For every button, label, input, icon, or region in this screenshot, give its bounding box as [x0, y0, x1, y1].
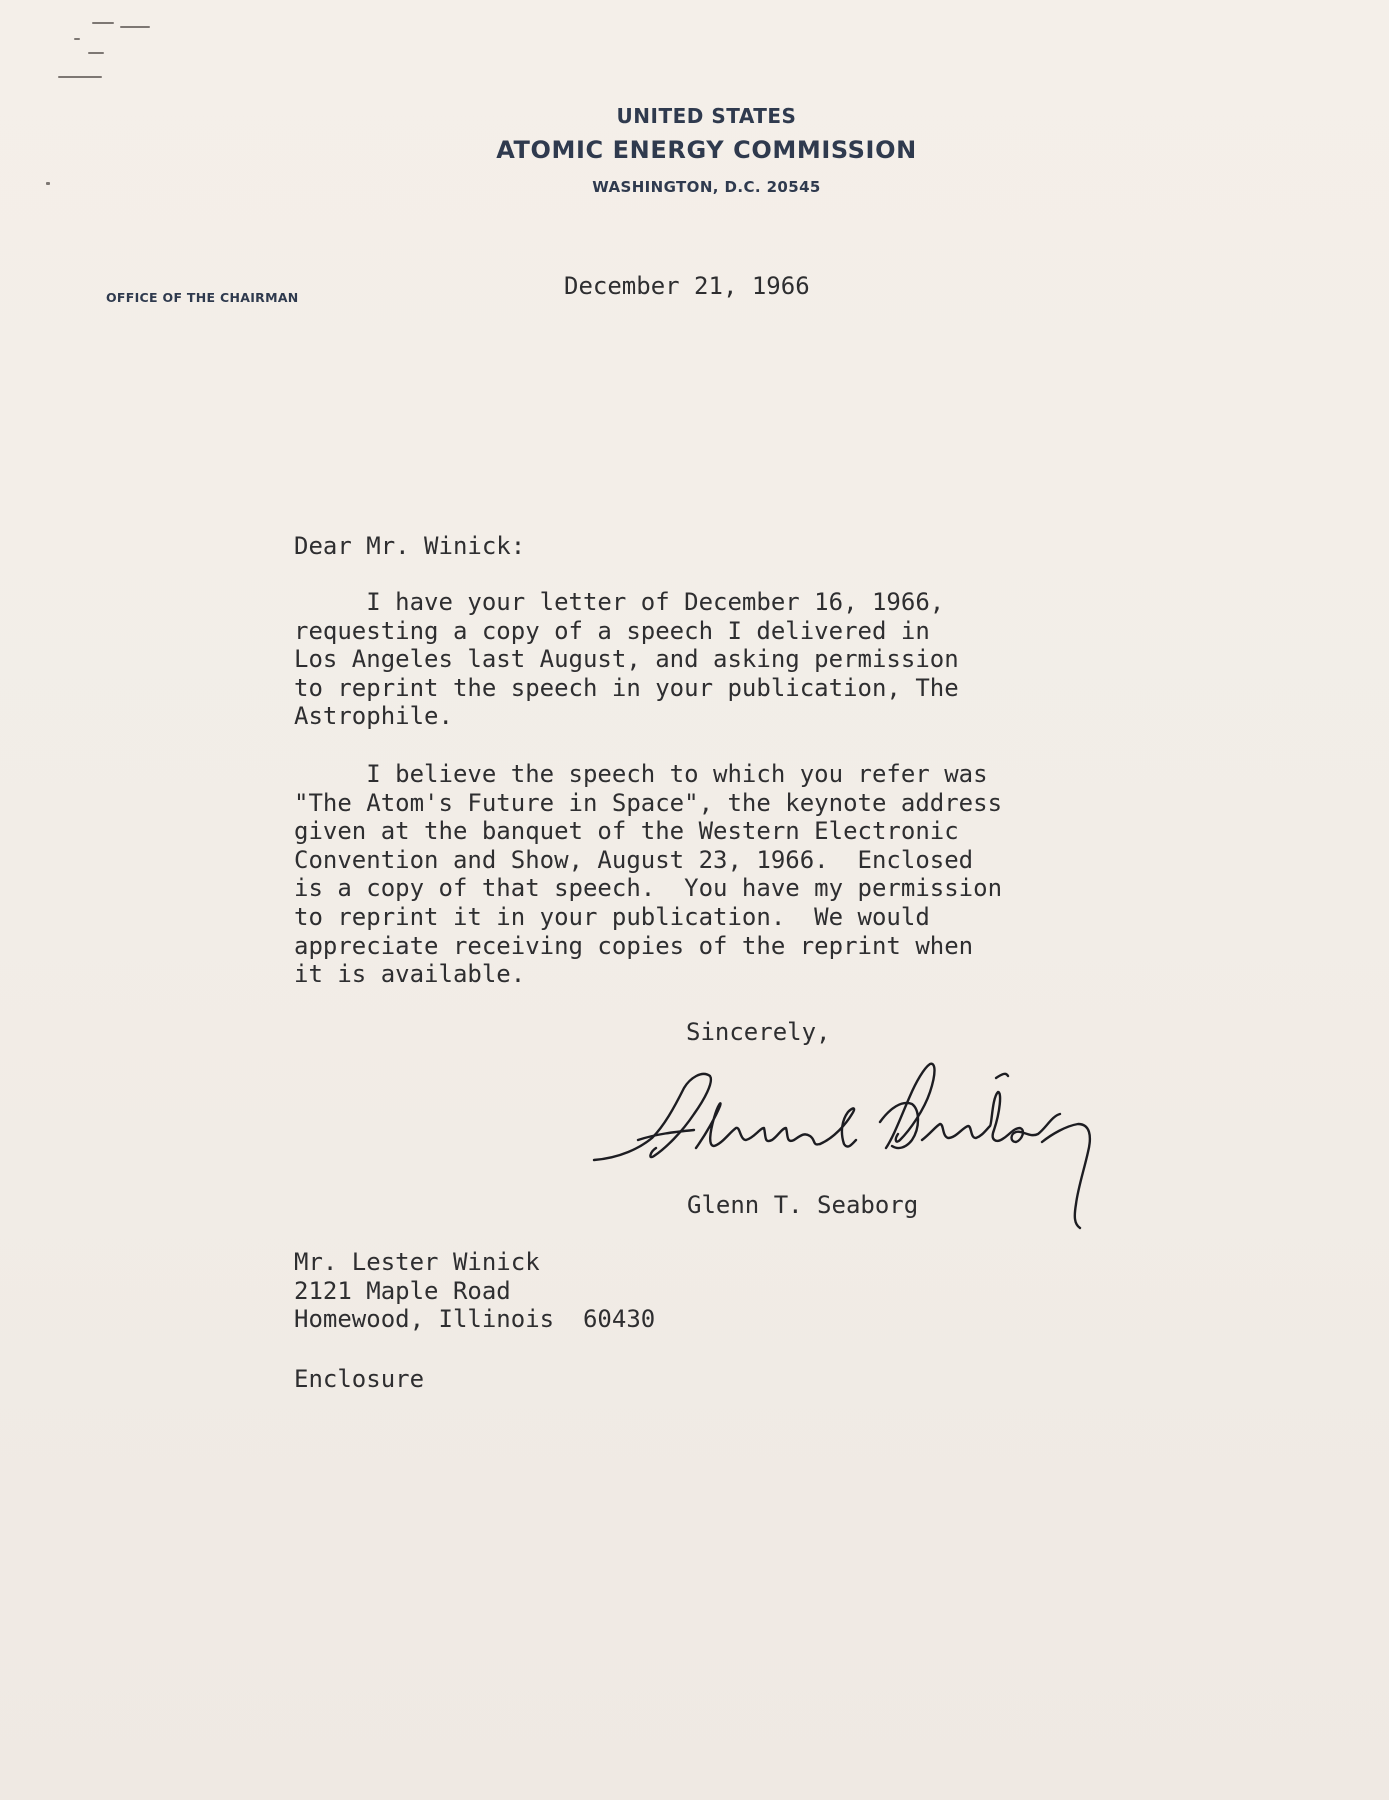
- body-paragraph-1: I have your letter of December 16, 1966, requesting a copy of a speech I delivered in Los Angeles last August, and asking permission to reprint the speech in your publication, The Astrophile.: [294, 588, 959, 731]
- office-label: OFFICE OF THE CHAIRMAN: [106, 290, 299, 305]
- signer-name: Glenn T. Seaborg: [687, 1191, 919, 1219]
- recipient-address: [294, 1248, 655, 1334]
- paper-speck: [88, 52, 104, 54]
- paper-speck: [92, 22, 114, 24]
- recipient-city: Homewood, Illinois 60430: [294, 1305, 656, 1334]
- enclosure-note: Enclosure: [294, 1365, 425, 1393]
- letterhead-location: WASHINGTON, D.C. 20545: [592, 178, 821, 196]
- closing: Sincerely,: [686, 1018, 831, 1046]
- salutation: Dear Mr. Winick:: [294, 532, 526, 560]
- letterhead-agency: ATOMIC ENERGY COMMISSION: [496, 136, 917, 164]
- paper-speck: [120, 26, 150, 28]
- paper-speck: [58, 76, 102, 78]
- letterhead-country: UNITED STATES: [616, 104, 797, 128]
- recipient-street: 2121 Maple Road: [294, 1276, 511, 1305]
- recipient-name: Mr. Lester Winick: [294, 1248, 540, 1276]
- paper-speck: [74, 38, 80, 40]
- body-paragraph-2: I believe the speech to which you refer was "The Atom's Future in Space", the keynote address given at the banquet of the Western Electronic Convention and Show, August 23, 1966. Enclosed is a copy of that speech. You have my permission to reprint it in your publication. We would appreciate receiving copies of the reprint when it is available.: [294, 760, 1003, 989]
- letter-date: December 21, 1966: [564, 272, 810, 300]
